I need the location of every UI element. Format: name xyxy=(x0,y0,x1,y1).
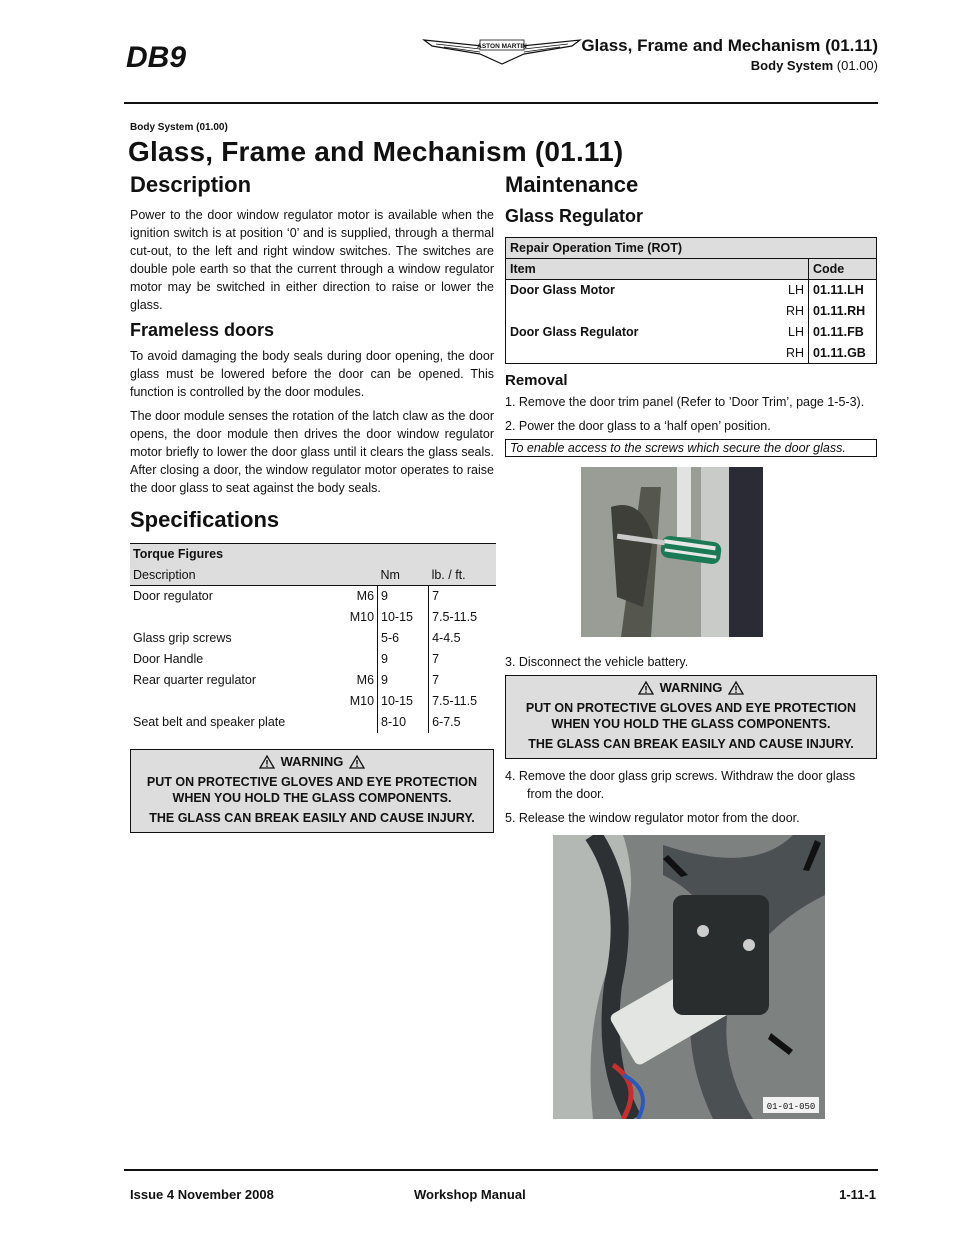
torque-nm: 9 xyxy=(378,586,429,607)
rot-col-item: Item xyxy=(506,259,809,280)
warning-triangle-icon xyxy=(638,681,654,695)
torque-desc xyxy=(130,607,337,628)
torque-desc: Seat belt and speaker plate xyxy=(133,715,286,729)
footer-rule xyxy=(124,1169,878,1171)
warning-line-1: PUT ON PROTECTIVE GLOVES AND EYE PROTECTION WHEN YOU HOLD THE GLASS COMPONENTS. xyxy=(525,701,857,731)
photo-label: 01-01-050 xyxy=(766,1102,816,1112)
maintenance-heading: Maintenance xyxy=(505,172,639,197)
description-text: Power to the door window regulator motor is available when the ignition switch is at position ‘0’ and is supplied, through a thermal cut-out, to the left and right window switches. The switches are double pole earth so that the current through a window regulator motor may be switched in either direction to raise or lower the glass. xyxy=(130,208,494,312)
glass-regulator-heading: Glass Regulator xyxy=(505,206,644,226)
torque-size xyxy=(337,628,377,649)
removal-heading: Removal xyxy=(505,372,568,389)
list-item: 2. Power the door glass to a ‘half open’ position. xyxy=(505,419,771,433)
torque-size: M10 xyxy=(349,610,375,624)
left-column xyxy=(130,170,494,833)
torque-desc: Glass grip screws xyxy=(133,631,232,645)
table-row xyxy=(130,628,496,649)
list-item: 4. Remove the door glass grip screws. Withdraw the door glass from the door. xyxy=(505,769,856,801)
door-glass-photo-art xyxy=(581,467,763,637)
aston-martin-wings-logo xyxy=(422,34,582,70)
torque-size: M6 xyxy=(356,589,375,604)
torque-nm: 10-15 xyxy=(378,607,429,628)
torque-nm: 9 xyxy=(378,670,429,691)
torque-lbft: 6-7.5 xyxy=(429,712,496,733)
removal-steps-cont xyxy=(505,653,877,671)
list-item: 5. Release the window regulator motor from the door. xyxy=(505,811,800,825)
warning-title-text: WARNING xyxy=(280,753,344,769)
torque-nm: 8-10 xyxy=(378,712,429,733)
torque-col-lbft: lb. / ft. xyxy=(429,565,496,586)
torque-figures-table xyxy=(130,543,496,733)
rot-col-code: Code xyxy=(809,259,877,280)
rot-title: Repair Operation Time (ROT) xyxy=(506,238,877,259)
db9-logo xyxy=(124,36,240,76)
table-row xyxy=(130,670,496,691)
rot-side: LH xyxy=(788,283,804,298)
torque-size: M10 xyxy=(349,694,375,708)
footer-page-number: 1-11-1 xyxy=(839,1187,876,1202)
table-row xyxy=(130,586,496,607)
rot-table xyxy=(505,237,877,364)
table-row xyxy=(130,649,496,670)
warning-title-text: WARNING xyxy=(659,680,723,695)
torque-size: M6 xyxy=(356,673,375,687)
table-row xyxy=(506,343,877,364)
rot-side: RH xyxy=(785,345,804,360)
table-row xyxy=(130,712,496,733)
rot-code: 01.11.LH xyxy=(809,280,877,301)
regulator-motor-photo xyxy=(553,835,825,1119)
table-row xyxy=(506,301,877,322)
header-title: Glass, Frame and Mechanism (01.11) xyxy=(581,36,878,55)
rot-item xyxy=(506,343,769,364)
list-item: 3. Disconnect the vehicle battery. xyxy=(505,655,689,669)
warning-triangle-icon xyxy=(259,755,275,769)
warning-line-2: THE GLASS CAN BREAK EASILY AND CAUSE INJURY. xyxy=(528,737,854,751)
torque-desc xyxy=(130,691,337,712)
rot-code: 01.11.RH xyxy=(809,301,877,322)
footer-manual-name: Workshop Manual xyxy=(414,1187,526,1202)
torque-nm: 10-15 xyxy=(378,691,429,712)
torque-lbft: 7.5-11.5 xyxy=(429,691,496,712)
torque-lbft: 4-4.5 xyxy=(429,628,496,649)
torque-lbft: 7 xyxy=(429,586,496,607)
table-row xyxy=(130,607,496,628)
table-row xyxy=(506,322,877,343)
torque-col-description: Description xyxy=(130,565,378,586)
list-item: 1. Remove the door trim panel (Refer to ’Door Trim’, page 1-5-3). xyxy=(505,395,865,409)
torque-size xyxy=(337,712,377,733)
page-title: Glass, Frame and Mechanism (01.11) xyxy=(128,136,624,167)
regulator-motor-photo-art xyxy=(553,835,825,1119)
header-title-block xyxy=(581,36,878,73)
breadcrumb: Body System (01.00) xyxy=(130,122,228,133)
torque-desc: Rear quarter regulator xyxy=(133,673,256,687)
rot-code: 01.11.GB xyxy=(809,343,877,364)
torque-desc: Door Handle xyxy=(133,652,204,666)
rot-side: RH xyxy=(785,304,804,318)
warning-line-2: THE GLASS CAN BREAK EASILY AND CAUSE INJURY. xyxy=(149,810,475,825)
header-subtitle xyxy=(581,58,878,73)
logo-text: DB9 xyxy=(126,41,187,74)
torque-size xyxy=(337,649,377,670)
warning-triangle-icon xyxy=(349,755,365,769)
warning-line-1: PUT ON PROTECTIVE GLOVES AND EYE PROTECTION WHEN YOU HOLD THE GLASS COMPONENTS. xyxy=(146,774,478,805)
removal-steps xyxy=(505,393,877,435)
rot-code: 01.11.FB xyxy=(809,322,877,343)
warning-triangle-icon xyxy=(728,681,744,695)
torque-lbft: 7 xyxy=(429,670,496,691)
table-row xyxy=(506,280,877,301)
frameless-paragraph-1: To avoid damaging the body seals during door opening, the door glass must be lowered before the door can be opened. This function is controlled by the door modules. xyxy=(130,349,494,399)
warning-title xyxy=(137,754,487,770)
footer-issue: Issue 4 November 2008 xyxy=(130,1187,274,1202)
warning-box-right xyxy=(505,675,877,759)
torque-desc: Door regulator xyxy=(133,589,213,604)
specifications-heading: Specifications xyxy=(130,507,280,532)
torque-lbft: 7 xyxy=(429,649,496,670)
right-column xyxy=(505,170,877,1119)
warning-title xyxy=(512,680,870,696)
torque-lbft: 7.5-11.5 xyxy=(429,607,496,628)
door-glass-photo xyxy=(581,467,763,637)
header-subtitle-code: (01.00) xyxy=(836,58,878,73)
warning-box xyxy=(130,749,494,833)
header-rule xyxy=(124,102,878,104)
rot-item: Door Glass Motor xyxy=(510,283,615,298)
torque-table-title: Torque Figures xyxy=(130,544,496,565)
rot-side: LH xyxy=(788,325,804,339)
note-box: To enable access to the screws which secure the door glass. xyxy=(505,439,877,457)
removal-steps-cont-2 xyxy=(505,767,877,827)
torque-nm: 9 xyxy=(378,649,429,670)
rot-item xyxy=(506,301,769,322)
rot-item: Door Glass Regulator xyxy=(510,325,639,339)
torque-col-nm: Nm xyxy=(378,565,429,586)
frameless-doors-heading: Frameless doors xyxy=(130,320,275,340)
header-subtitle-text: Body System xyxy=(750,58,834,73)
frameless-paragraph-2: The door module senses the rotation of the latch claw as the door opens, the door module then drives the door window regulator motor briefly to lower the door glass until it clears the glass seals. After closing a door, the window regulator motor operates to raise the door glass to seat against the body seals. xyxy=(130,409,494,495)
torque-nm: 5-6 xyxy=(378,628,429,649)
description-heading: Description xyxy=(130,172,252,197)
brand-badge-text: ASTON MARTIN xyxy=(477,43,527,50)
table-row xyxy=(130,691,496,712)
